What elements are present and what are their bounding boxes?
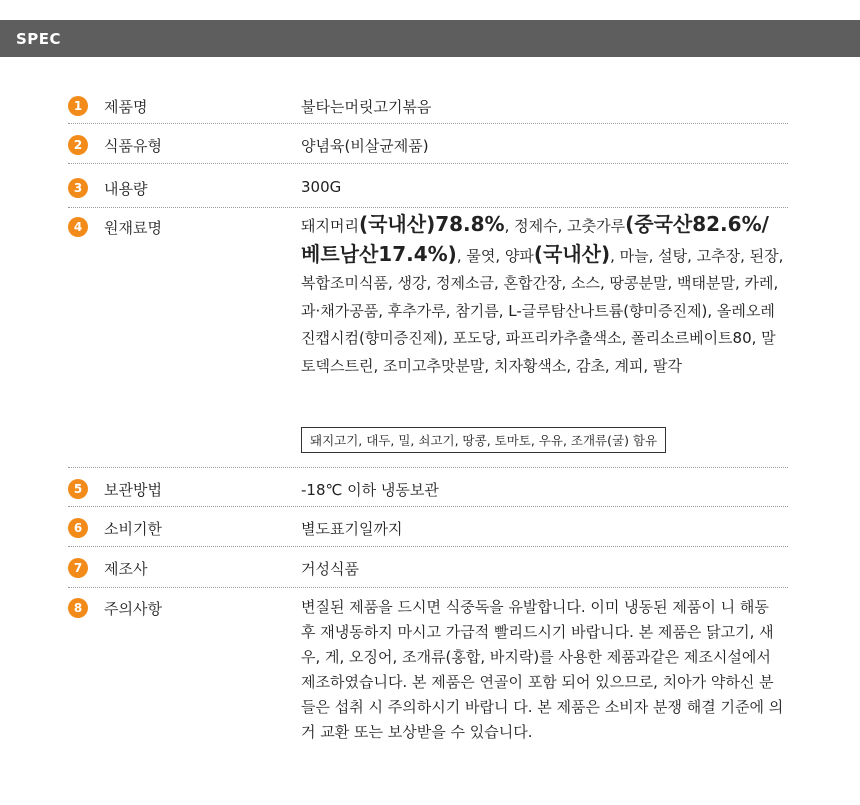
ingredient-origin: (국내산) <box>533 241 611 266</box>
row-divider <box>68 546 788 547</box>
row-divider <box>68 123 788 124</box>
row-label-expiry: 소비기한 <box>104 520 162 538</box>
row-value-caution: 변질된 제품을 드시면 식중독을 유발합니다. 이미 냉동된 제품이 니 해동 후 재냉동하지 마시고 가급적 빨리드시기 바랍니다. 본 제품은 닭고기, 새우, 게, 오징어, 조개류(홍합, 바지락)를 사용한 제품과같은 제조시설에서 제조하였습니다. 본 제품은 연골이 포함 되어 있으므로, 치아가 약하신 분들은 섭취 시 주의하시기 바랍니 다. 본 제품은 소비자 분쟁 해결 기준에 의거 교환 또는 보상받을 수 있습니다. <box>301 598 784 741</box>
spec-title: SPEC <box>16 30 62 48</box>
row-value-manufacturer: 거성식품 <box>301 560 359 578</box>
row-label-ingredients: 원재료명 <box>104 219 162 237</box>
row-divider <box>68 506 788 507</box>
row-value-net-content: 300G <box>301 178 342 196</box>
row-label-caution: 주의사항 <box>104 600 162 618</box>
row-label-product-name: 제품명 <box>104 98 148 116</box>
ingredient-text: 돼지머리 <box>301 217 359 235</box>
row-number-badge: 5 <box>68 479 88 499</box>
row-label-storage: 보관방법 <box>104 481 162 499</box>
row-divider <box>68 467 788 468</box>
row-number-badge: 8 <box>68 598 88 618</box>
allergen-box: 돼지고기, 대두, 밀, 쇠고기, 땅콩, 토마토, 우유, 조개류(굴) 함유 <box>301 427 666 453</box>
row-number-badge: 6 <box>68 518 88 538</box>
row-label-food-type: 식품유형 <box>104 137 162 155</box>
row-number-badge: 3 <box>68 178 88 198</box>
ingredient-text: , 정제수, 고춧가루 <box>504 217 626 235</box>
row-number-badge: 7 <box>68 558 88 578</box>
row-number-badge: 1 <box>68 96 88 116</box>
row-value-food-type: 양념육(비살균제품) <box>301 137 429 155</box>
row-value-product-name: 불타는머릿고기볶음 <box>301 98 432 116</box>
ingredient-text: , 물엿, 양파 <box>456 246 534 265</box>
row-divider <box>68 163 788 164</box>
row-divider <box>68 587 788 588</box>
row-value-storage: -18℃ 이하 냉동보관 <box>301 481 439 499</box>
row-label-manufacturer: 제조사 <box>104 560 148 578</box>
ingredient-origin: (중국산82.6%/베트남산17.4%) <box>301 212 769 266</box>
row-value-expiry: 별도표기일까지 <box>301 520 403 538</box>
spec-header <box>0 20 860 57</box>
row-divider <box>68 207 788 208</box>
ingredient-origin: (국내산)78.8% <box>358 212 505 236</box>
row-label-net-content: 내용량 <box>104 180 148 198</box>
row-number-badge: 4 <box>68 217 88 237</box>
ingredient-text: , 마늘, 설탕, 고추장, 된장, 복합조미식품, 생강, 정제소금, 혼합간장, 소스, 땅콩분말, 백태분말, 카레, 과·채가공품, 후추가루, 참기름, L-글루탐산나트륨(향미증진제), 올레오레진캡시컴(향미증진제), 포도당, 파프리카추출색소, 폴리소르베이트80, 말토덱스트린, 조미고추맛분말, 치자황색소, 감초, 계피, 팔각 <box>301 246 784 375</box>
row-number-badge: 2 <box>68 135 88 155</box>
row-value-ingredients <box>301 211 785 380</box>
